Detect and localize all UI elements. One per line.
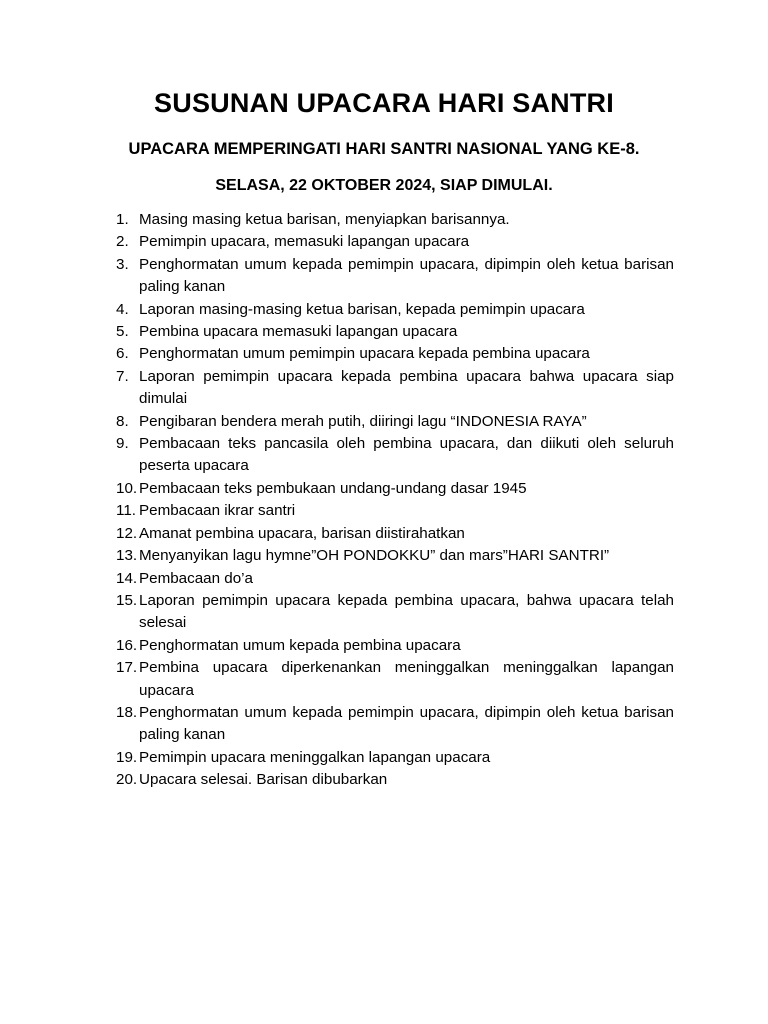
item-number: 7.: [116, 367, 129, 385]
item-text: Penghormatan umum kepada pemimpin upacara, dipimpin oleh ketua barisan paling kanan: [139, 703, 674, 744]
item-number: 13.: [116, 547, 138, 565]
item-number: 4.: [116, 300, 129, 318]
list-item: [116, 702, 674, 747]
document-title: SUSUNAN UPACARA HARI SANTRI: [154, 88, 614, 118]
list-item: [116, 635, 674, 657]
item-text: Laporan pemimpin upacara kepada pembina upacara bahwa upacara siap dimulai: [139, 367, 674, 408]
document-subtitle: UPACARA MEMPERINGATI HARI SANTRI NASIONAL YANG KE-8.: [128, 140, 640, 158]
item-text: Pembina upacara diperkenankan meninggalkan meninggalkan lapangan upacara: [139, 659, 674, 699]
list-item: [116, 433, 674, 478]
item-number: 15.: [116, 591, 138, 609]
item-number: 18.: [116, 703, 138, 721]
ceremony-steps-list: [116, 209, 674, 792]
list-item: [116, 343, 674, 365]
list-item: [116, 657, 674, 702]
item-number: 12.: [116, 524, 138, 542]
list-item: [116, 299, 674, 321]
list-item: [116, 747, 674, 769]
list-item: [116, 254, 674, 299]
item-text: Pemimpin upacara, memasuki lapangan upacara: [139, 233, 470, 251]
item-number: 8.: [116, 412, 129, 430]
list-item: [116, 500, 674, 522]
item-number: 14.: [116, 569, 138, 587]
document-dateline: SELASA, 22 OKTOBER 2024, SIAP DIMULAI.: [215, 177, 553, 194]
item-text: Penghormatan umum kepada pembina upacara: [139, 636, 461, 654]
item-text: Menyanyikan lagu hymne”OH PONDOKKU” dan mars”HARI SANTRI”: [139, 547, 610, 565]
item-text: Pembacaan teks pembukaan undang-undang dasar 1945: [139, 479, 527, 497]
item-text: Laporan masing-masing ketua barisan, kepada pemimpin upacara: [139, 300, 585, 318]
item-number: 19.: [116, 748, 138, 766]
item-number: 6.: [116, 345, 129, 363]
list-item: [116, 590, 674, 635]
item-number: 1.: [116, 211, 129, 228]
item-text: Upacara selesai. Barisan dibubarkan: [139, 771, 388, 789]
item-number: 5.: [116, 323, 129, 341]
list-item: [116, 523, 674, 545]
item-number: 3.: [116, 255, 129, 273]
list-item: [116, 321, 674, 343]
item-text: Pembina upacara memasuki lapangan upacara: [139, 323, 458, 341]
item-number: 10.: [116, 479, 138, 497]
list-item: [116, 478, 674, 500]
item-number: 11.: [116, 502, 136, 520]
list-item: [116, 769, 674, 791]
item-text: Penghormatan umum kepada pemimpin upacara, dipimpin oleh ketua barisan paling kanan: [139, 255, 674, 296]
item-text: Pembacaan do’a: [139, 569, 253, 587]
list-item: [116, 366, 674, 411]
item-text: Masing masing ketua barisan, menyiapkan barisannya.: [139, 211, 510, 228]
item-number: 20.: [116, 771, 138, 789]
item-text: Pengibaran bendera merah putih, diiringi lagu “INDONESIA RAYA”: [139, 412, 587, 430]
item-number: 9.: [116, 435, 129, 453]
list-item: [116, 411, 674, 433]
item-text: Pembacaan ikrar santri: [139, 502, 296, 520]
item-number: 16.: [116, 636, 138, 654]
list-item: [116, 209, 674, 231]
item-number: 2.: [116, 233, 129, 251]
item-text: Pembacaan teks pancasila oleh pembina upacara, dan diikuti oleh seluruh peserta upacara: [139, 435, 674, 475]
list-item: [116, 568, 674, 590]
item-text: Amanat pembina upacara, barisan diistirahatkan: [139, 524, 465, 542]
list-item: [116, 231, 674, 253]
item-number: 17.: [116, 659, 138, 677]
item-text: Laporan pemimpin upacara kepada pembina upacara, bahwa upacara telah selesai: [139, 591, 674, 632]
item-text: Pemimpin upacara meninggalkan lapangan upacara: [139, 748, 491, 766]
item-text: Penghormatan umum pemimpin upacara kepada pembina upacara: [139, 345, 590, 363]
list-item: [116, 545, 674, 567]
